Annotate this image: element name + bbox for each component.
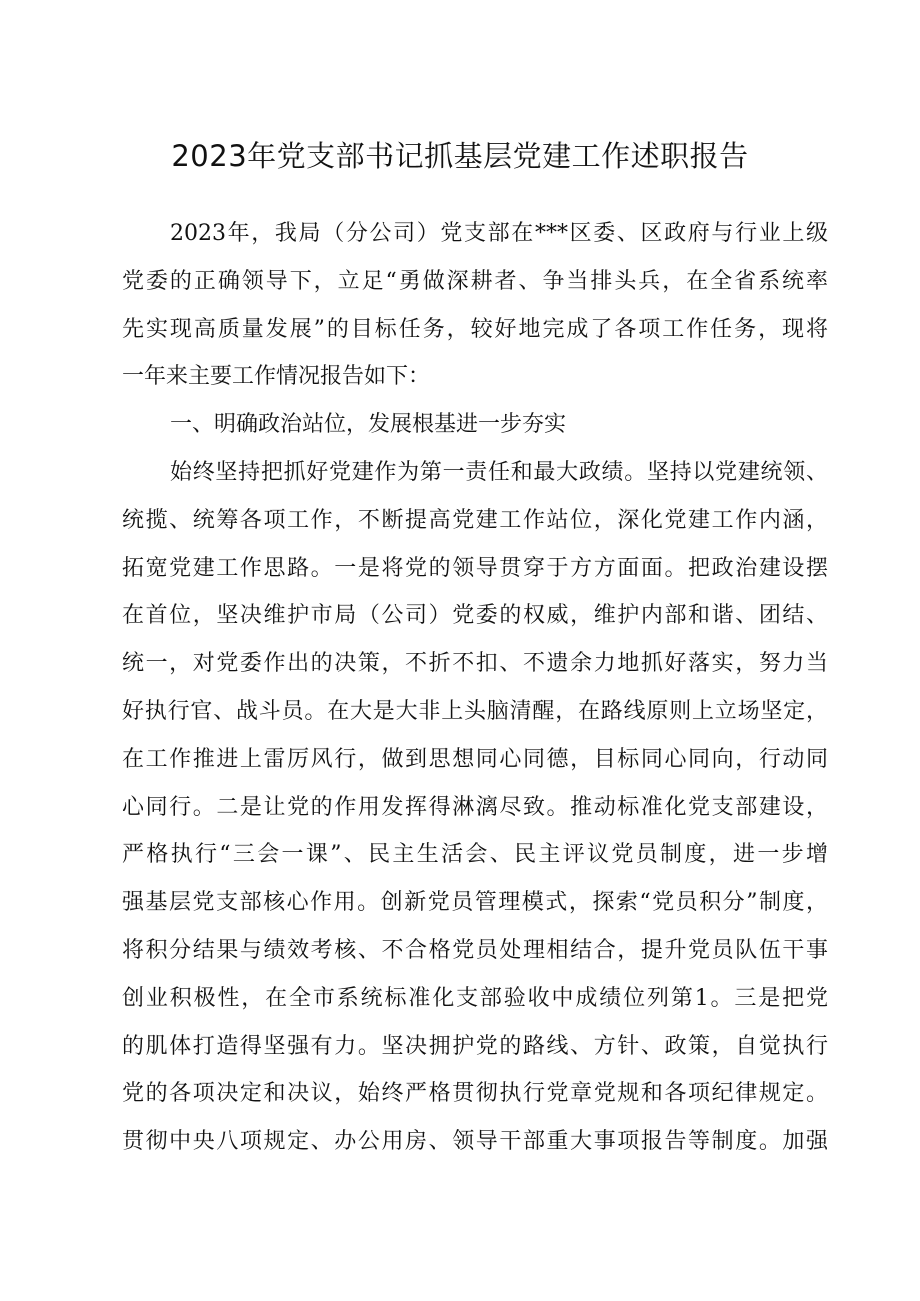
text-line: 一年来主要工作情况报告如下： bbox=[122, 364, 431, 390]
text-line: 严格执行“三会一课”、民主生活会、民主评议党员制度，进一步增 bbox=[122, 842, 828, 868]
text-line: 好执行官、战斗员。在大是大非上头脑清醒，在路线原则上立场坚定， bbox=[122, 698, 828, 724]
text-line: 的肌体打造得坚强有力。坚决拥护党的路线、方针、政策，自觉执行 bbox=[122, 1033, 828, 1059]
text-line: 先实现高质量发展”的目标任务，较好地完成了各项工作任务，现将 bbox=[122, 316, 828, 342]
document-title: 2023年党支部书记抓基层党建工作述职报告 bbox=[171, 139, 749, 173]
text-line: 强基层党支部核心作用。创新党员管理模式，探索“党员积分”制度， bbox=[122, 890, 828, 916]
text-line: 在工作推进上雷厉风行，做到思想同心同德，目标同心同向，行动同 bbox=[122, 746, 828, 772]
text-line: 贯彻中央八项规定、办公用房、领导干部重大事项报告等制度。加强 bbox=[122, 1129, 828, 1155]
text-line: 将积分结果与绩效考核、不合格党员处理相结合，提升党员队伍干事 bbox=[122, 937, 828, 963]
section-heading: 一、明确政治站位，发展根基进一步夯实 bbox=[170, 412, 567, 438]
text-line: 2023年，我局（分公司）党支部在***区委、区政府与行业上级 bbox=[170, 221, 828, 246]
text-line: 心同行。二是让党的作用发挥得淋漓尽致。推动标准化党支部建设， bbox=[122, 794, 828, 820]
text-line: 党委的正确领导下，立足“勇做深耕者、争当排头兵，在全省系统率 bbox=[122, 268, 828, 294]
text-line: 统一，对党委作出的决策，不折不扣、不遗余力地抓好落实，努力当 bbox=[122, 651, 828, 677]
text-line: 始终坚持把抓好党建作为第一责任和最大政绩。坚持以党建统领、 bbox=[170, 459, 828, 485]
text-line: 在首位，坚决维护市局（公司）党委的权威，维护内部和谐、团结、 bbox=[122, 603, 828, 629]
text-line: 拓宽党建工作思路。一是将党的领导贯穿于方方面面。把政治建设摆 bbox=[122, 555, 828, 581]
document-body bbox=[122, 210, 828, 1166]
text-line: 统揽、统筹各项工作，不断提高党建工作站位，深化党建工作内涵， bbox=[122, 507, 828, 533]
text-line: 党的各项决定和决议，始终严格贯彻执行党章党规和各项纪律规定。 bbox=[122, 1081, 828, 1107]
text-line: 创业积极性，在全市系统标准化支部验收中成绩位列第1。三是把党 bbox=[122, 985, 828, 1011]
